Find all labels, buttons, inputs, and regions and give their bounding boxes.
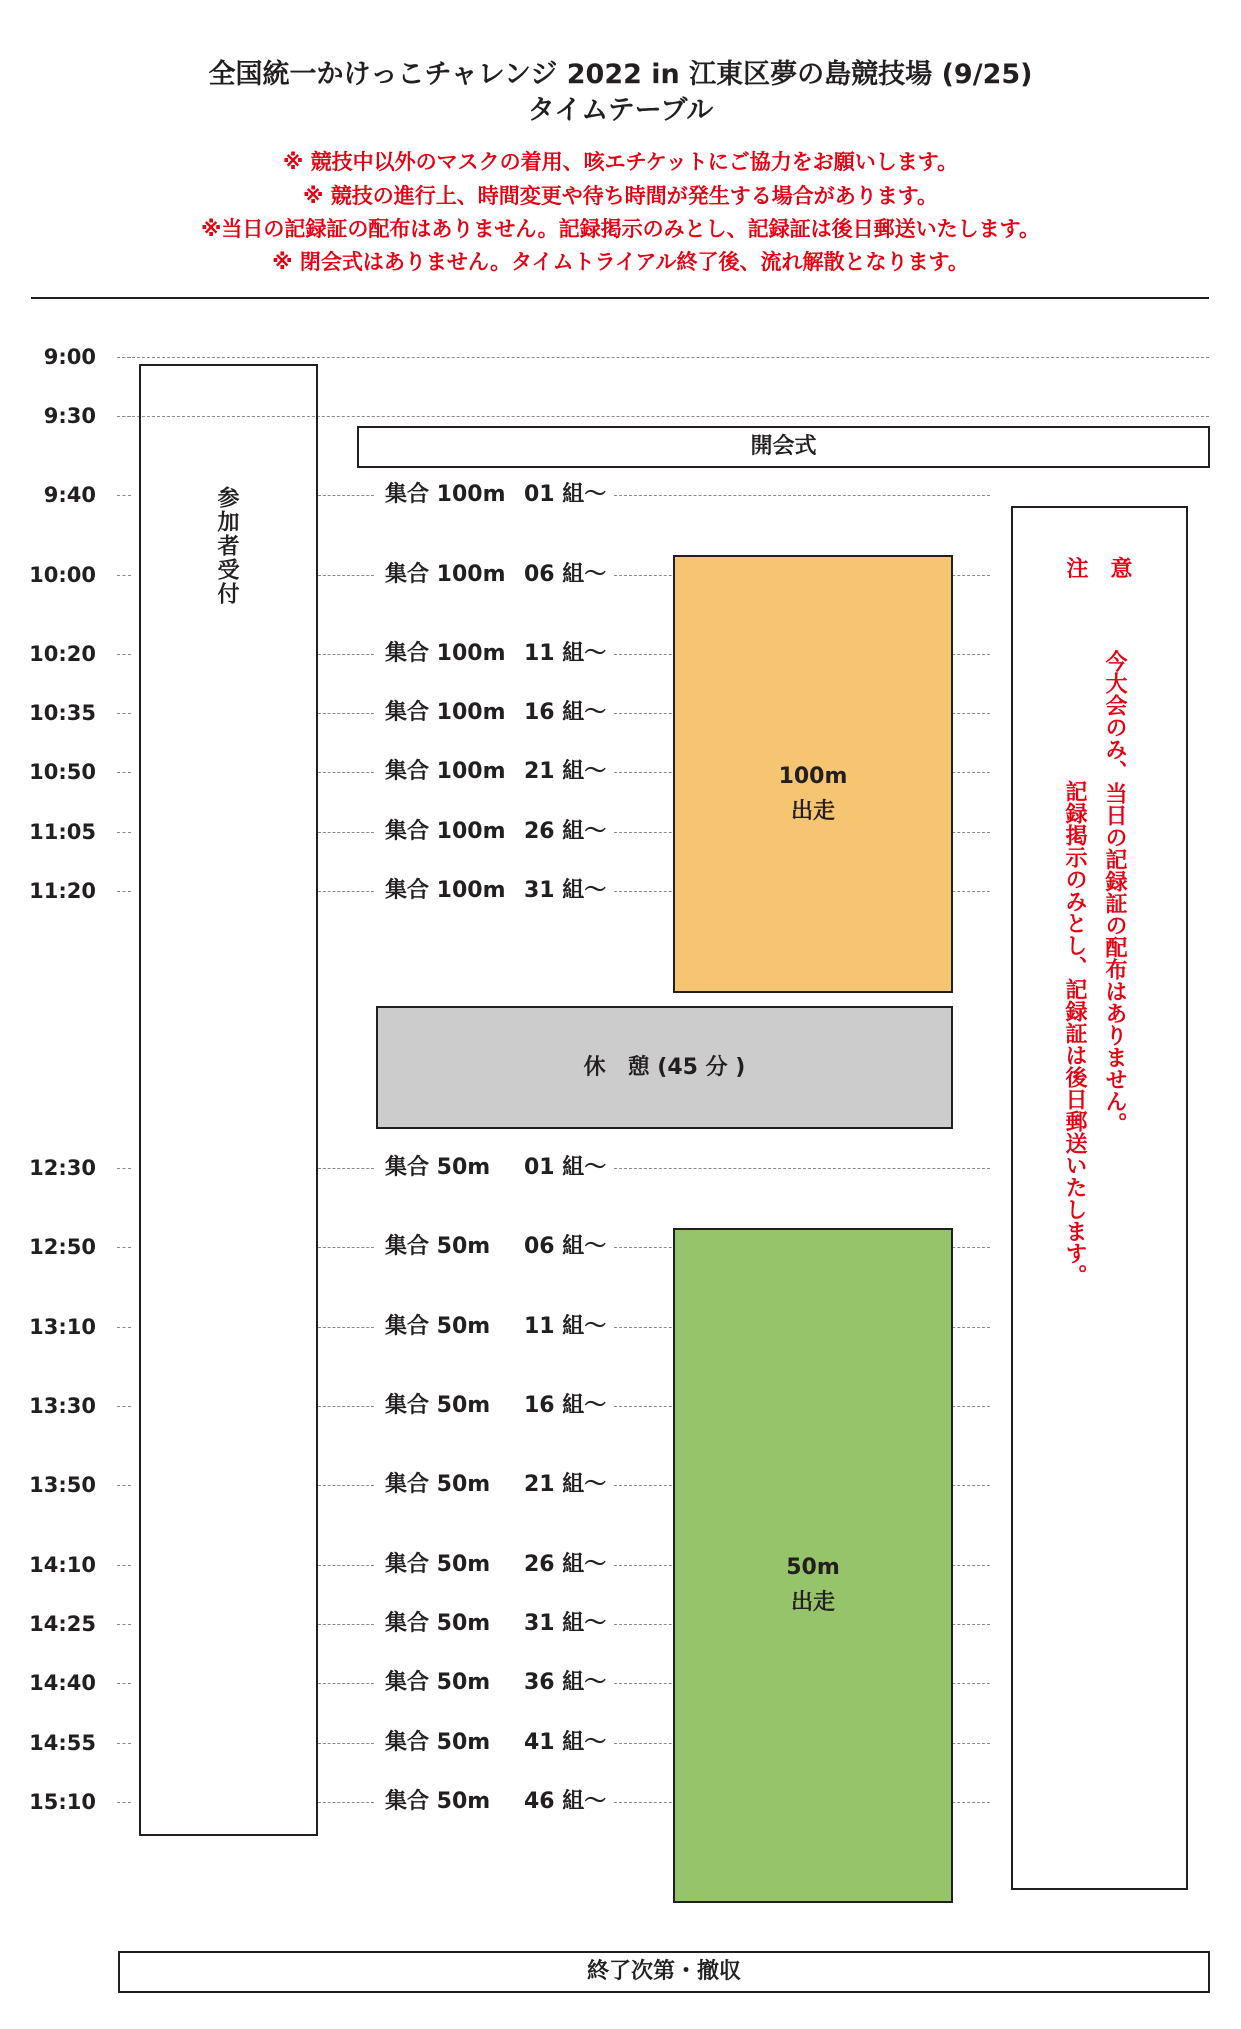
time-tick <box>117 772 131 773</box>
time-tick <box>117 575 131 576</box>
notice-2: ※ 競技の進行上、時間変更や待ち時間が発生する場合があります。 <box>302 184 939 208</box>
row-leader-left <box>318 1168 374 1169</box>
call-row-group: 11 組〜 <box>524 1314 607 1339</box>
end-label: 終了次第・撤収 <box>586 1959 741 1984</box>
call-row-label: 集合 100m <box>385 759 506 784</box>
row-leader-left <box>318 891 374 892</box>
call-row-label: 集合 50m <box>385 1730 491 1755</box>
time-label: 10:20 <box>29 642 96 666</box>
row-leader-left <box>318 772 374 773</box>
page-subtitle: タイムテーブル <box>527 95 714 126</box>
time-tick <box>117 1327 131 1328</box>
time-label: 10:00 <box>29 563 96 587</box>
time-tick <box>117 1485 131 1486</box>
row-leader-right <box>614 1168 990 1169</box>
run-100m-label: 出走 <box>790 799 835 824</box>
caution-line-1: 今大会のみ、当日の記録証の配布はありません。 <box>1102 650 1127 1134</box>
call-row-label: 集合 50m <box>385 1472 491 1497</box>
time-label: 14:40 <box>29 1671 96 1695</box>
call-row-group: 21 組〜 <box>524 759 607 784</box>
call-row-label: 集合 100m <box>385 641 506 666</box>
time-label: 15:10 <box>29 1790 96 1814</box>
opening-ceremony-label: 開会式 <box>750 434 817 459</box>
call-row-label: 集合 50m <box>385 1611 491 1636</box>
call-row-label: 集合 50m <box>385 1314 491 1339</box>
time-tick <box>117 1743 131 1744</box>
time-label: 13:30 <box>29 1394 96 1418</box>
run-50m-distance: 50m <box>786 1555 840 1580</box>
time-label: 10:50 <box>29 760 96 784</box>
time-label: 9:40 <box>43 483 96 507</box>
row-leader-left <box>318 1565 374 1566</box>
call-row-label: 集合 100m <box>385 700 506 725</box>
call-row-group: 21 組〜 <box>524 1472 607 1497</box>
caution-line-2: 記録掲示のみとし、記録証は後日郵送いたします。 <box>1062 780 1087 1286</box>
notice-3: ※当日の記録証の配布はありません。記録掲示のみとし、記録証は後日郵送いたします。 <box>201 217 1040 241</box>
call-row-group: 11 組〜 <box>524 641 607 666</box>
row-leader-left <box>318 1247 374 1248</box>
row-leader-left <box>318 1624 374 1625</box>
call-row-label: 集合 50m <box>385 1234 491 1259</box>
run-50m-box <box>673 1228 953 1903</box>
break-box <box>376 1006 953 1129</box>
caution-box <box>1011 506 1188 1890</box>
time-tick <box>117 1406 131 1407</box>
call-row-group: 06 組〜 <box>524 562 607 587</box>
row-leader-left <box>318 1802 374 1803</box>
row-leader-left <box>318 654 374 655</box>
row-leader-left <box>318 832 374 833</box>
row-leader-left <box>318 1683 374 1684</box>
break-label: 休 憩 (45 分 ) <box>583 1055 746 1080</box>
run-100m-box <box>673 555 953 993</box>
call-row-label: 集合 50m <box>385 1393 491 1418</box>
time-label: 14:55 <box>29 1731 96 1755</box>
time-label: 13:50 <box>29 1473 96 1497</box>
notice-1: ※ 競技中以外のマスクの着用、咳エチケットにご協力をお願いします。 <box>282 150 959 174</box>
time-tick <box>117 1565 131 1566</box>
time-label: 13:10 <box>29 1315 96 1339</box>
row-leader-left <box>318 1743 374 1744</box>
call-row-group: 26 組〜 <box>524 819 607 844</box>
run-100m-distance: 100m <box>778 764 848 789</box>
time-tick <box>117 713 131 714</box>
caution-title: 注 意 <box>1066 557 1133 582</box>
time-label: 11:05 <box>29 820 96 844</box>
time-label: 14:25 <box>29 1612 96 1636</box>
call-row-group: 31 組〜 <box>524 878 607 903</box>
time-label: 9:00 <box>43 345 96 369</box>
time-tick <box>117 654 131 655</box>
time-tick <box>117 891 131 892</box>
reception-box <box>139 364 318 1836</box>
call-row-group: 41 組〜 <box>524 1730 607 1755</box>
call-row-group: 01 組〜 <box>524 1155 607 1180</box>
time-tick <box>117 495 131 496</box>
header-divider <box>31 297 1209 299</box>
call-row-label: 集合 100m <box>385 482 506 507</box>
time-tick <box>117 1624 131 1625</box>
call-row-label: 集合 100m <box>385 562 506 587</box>
time-label: 12:30 <box>29 1156 96 1180</box>
end-box <box>118 1951 1210 1993</box>
opening-ceremony-box <box>357 426 1210 468</box>
row-leader-left <box>318 575 374 576</box>
row-leader-right <box>614 495 990 496</box>
time-tick <box>117 1168 131 1169</box>
row-leader-left <box>318 1327 374 1328</box>
time-tick <box>117 832 131 833</box>
row-leader-left <box>318 1485 374 1486</box>
call-row-group: 26 組〜 <box>524 1552 607 1577</box>
row-leader-left <box>318 1406 374 1407</box>
row-leader-left <box>318 713 374 714</box>
call-row-label: 集合 100m <box>385 819 506 844</box>
time-label: 14:10 <box>29 1553 96 1577</box>
time-label: 9:30 <box>43 404 96 428</box>
call-row-group: 16 組〜 <box>524 700 607 725</box>
time-label: 10:35 <box>29 701 96 725</box>
call-row-label: 集合 50m <box>385 1155 491 1180</box>
run-50m-label: 出走 <box>790 1590 835 1615</box>
time-guide-line <box>117 357 1209 358</box>
call-row-group: 36 組〜 <box>524 1670 607 1695</box>
call-row-label: 集合 50m <box>385 1789 491 1814</box>
call-row-label: 集合 50m <box>385 1670 491 1695</box>
time-label: 12:50 <box>29 1235 96 1259</box>
time-tick <box>117 1683 131 1684</box>
time-tick <box>117 1247 131 1248</box>
call-row-group: 01 組〜 <box>524 482 607 507</box>
reception-label: 参加者受付 <box>214 486 239 606</box>
time-label: 11:20 <box>29 879 96 903</box>
time-tick <box>117 1802 131 1803</box>
notice-4: ※ 閉会式はありません。タイムトライアル終了後、流れ解散となります。 <box>272 250 969 274</box>
row-leader-left <box>318 495 374 496</box>
call-row-group: 31 組〜 <box>524 1611 607 1636</box>
page-title: 全国統一かけっこチャレンジ 2022 in 江東区夢の島競技場 (9/25) <box>208 59 1033 90</box>
call-row-label: 集合 100m <box>385 878 506 903</box>
call-row-group: 16 組〜 <box>524 1393 607 1418</box>
call-row-label: 集合 50m <box>385 1552 491 1577</box>
call-row-group: 06 組〜 <box>524 1234 607 1259</box>
call-row-group: 46 組〜 <box>524 1789 607 1814</box>
